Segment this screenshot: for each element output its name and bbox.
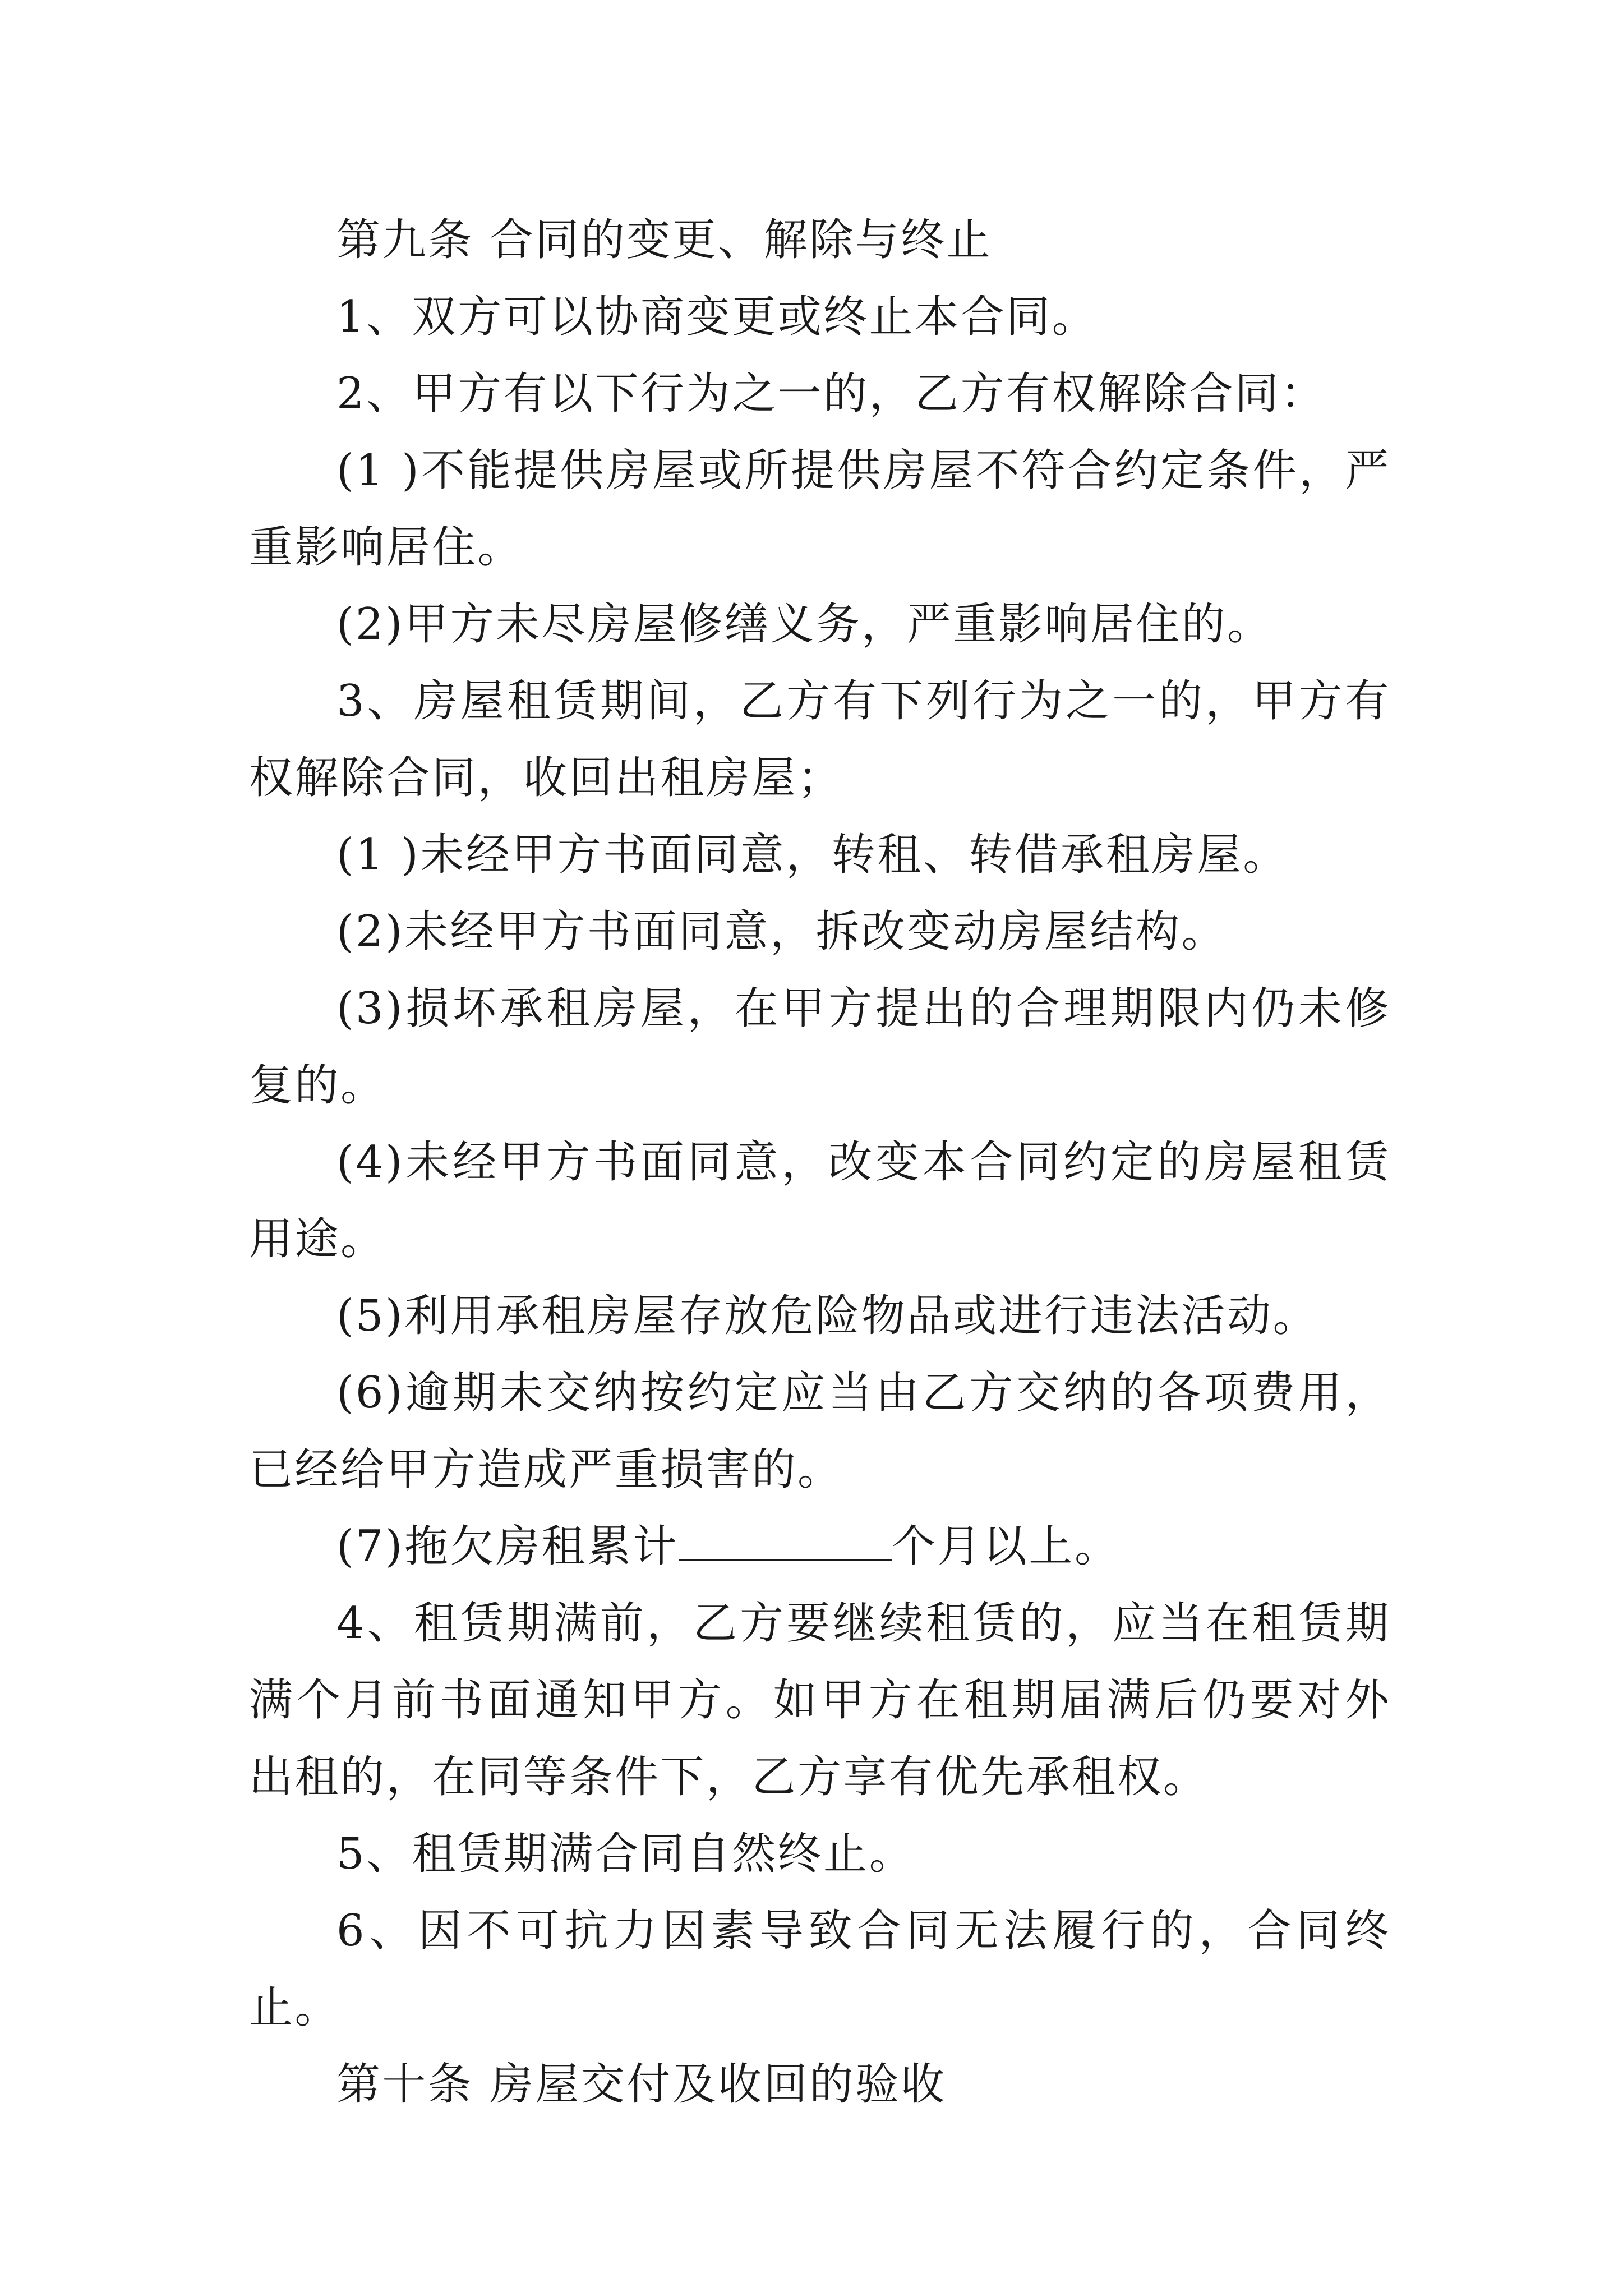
article-9-heading: 第九条 合同的变更、解除与终止 <box>336 215 993 265</box>
clause-2-item-2: (2)甲方未尽房屋修缮义务，严重影响居住的。 <box>336 599 1273 650</box>
clause-3-item-5: (5)利用承租房屋存放危险物品或进行违法活动。 <box>336 1291 1318 1341</box>
article-10-heading: 第十条 房屋交付及收回的验收 <box>336 2059 947 2110</box>
clause-3-item-3: (3)损坏承租房屋，在甲方提出的合理期限内仍未修复的。 <box>249 983 1391 1111</box>
clause-6: 6、因不可抗力因素导致合同无法履行的，合同终止。 <box>249 1906 1391 2033</box>
clause-3-item-6: (6)逾期未交纳按约定应当由乙方交纳的各项费用，已经给甲方造成严重损害的。 <box>249 1368 1391 1495</box>
clause-1: 1、双方可以协商变更或终止本合同。 <box>336 292 1098 342</box>
document-body <box>249 202 1391 2123</box>
clause-5: 5、租赁期满合同自然终止。 <box>336 1829 915 1879</box>
clause-4: 4、租赁期满前，乙方要继续租赁的，应当在租赁期满个月前书面通知甲方。如甲方在租期届满后仍要对外出租的，在同等条件下，乙方享有优先承租权。 <box>249 1598 1391 1802</box>
clause-3-item-7-after: 个月以上。 <box>892 1521 1121 1572</box>
clause-3-item-7 <box>249 1508 1391 1585</box>
clause-3-item-2: (2)未经甲方书面同意，拆改变动房屋结构。 <box>336 907 1227 957</box>
clause-3-item-7-before: (7)拖欠房租累计 <box>336 1521 679 1572</box>
clause-3-item-1: (1 )未经甲方书面同意，转租、转借承租房屋。 <box>336 830 1289 880</box>
clause-2: 2、甲方有以下行为之一的，乙方有权解除合同： <box>336 369 1326 419</box>
clause-2-item-1: (1 )不能提供房屋或所提供房屋不符合约定条件，严重影响居住。 <box>249 445 1391 573</box>
blank-fill-line <box>679 1520 892 1561</box>
clause-3-item-4: (4)未经甲方书面同意，改变本合同约定的房屋租赁用途。 <box>249 1137 1391 1264</box>
clause-3: 3、房屋租赁期间，乙方有下列行为之一的，甲方有权解除合同，收回出租房屋； <box>249 676 1391 803</box>
